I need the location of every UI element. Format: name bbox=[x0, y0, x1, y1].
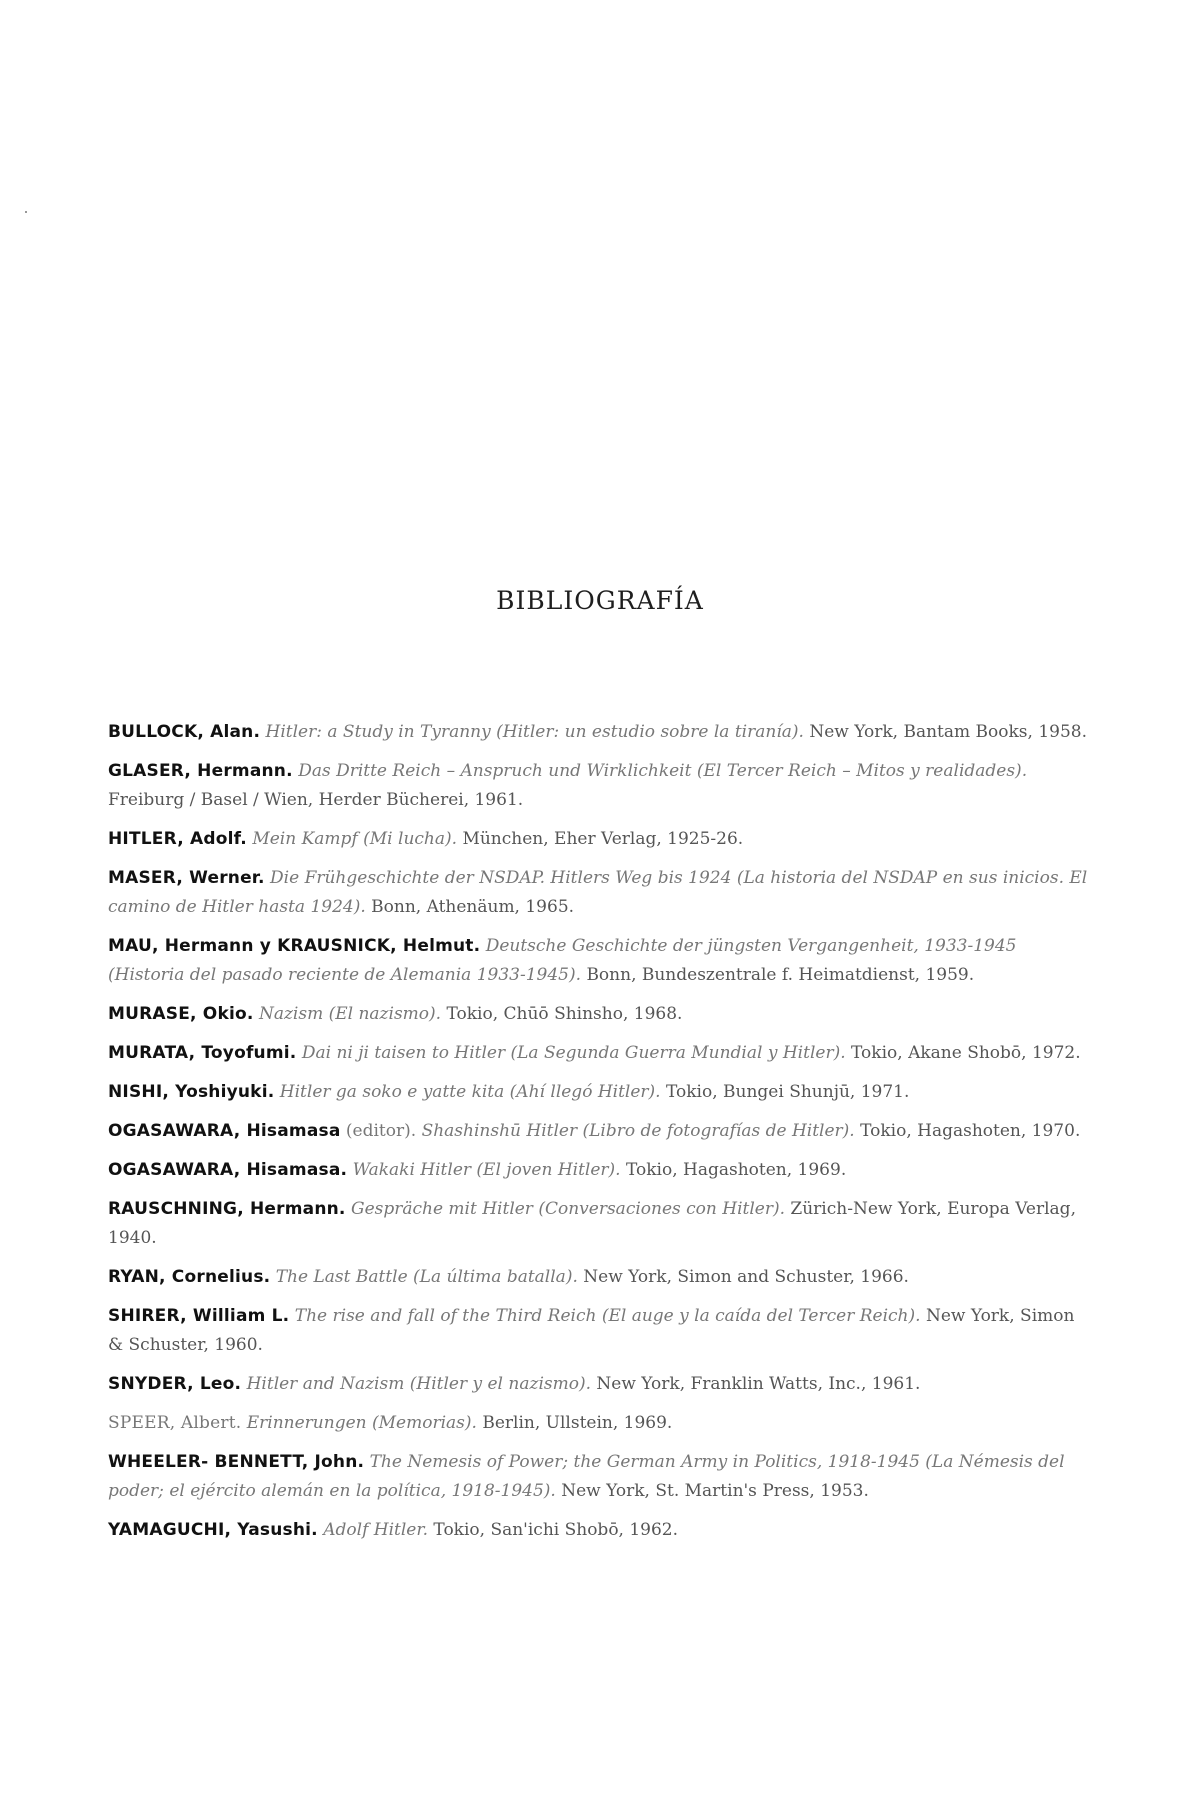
entry-work: Erinnerungen (Memorias). bbox=[246, 1413, 477, 1433]
entry-work: Deutsche Geschichte der jüngsten Vergangenheit, 1933-1945 (Historia del pasado reciente de Alemania 1933-1945). bbox=[108, 936, 1017, 985]
entry-work: Adolf Hitler. bbox=[323, 1520, 429, 1540]
entry-work: Dai ni ji taisen to Hitler (La Segunda Guerra Mundial y Hitler). bbox=[301, 1043, 846, 1063]
scan-speck bbox=[25, 211, 27, 213]
entry-publication: Tokio, Hagashoten, 1969. bbox=[625, 1160, 847, 1180]
entry-publication: New York, St. Martin's Press, 1953. bbox=[561, 1481, 869, 1501]
entry-work: Hitler and Nazism (Hitler y el nazismo). bbox=[246, 1374, 591, 1394]
bibliography-entry bbox=[108, 932, 1088, 990]
bibliography-entry bbox=[108, 1195, 1088, 1253]
bibliography-entry bbox=[108, 1000, 1088, 1029]
entry-author: MURATA, Toyofumi. bbox=[108, 1043, 297, 1063]
bibliography-entry bbox=[108, 1156, 1088, 1185]
entry-author: YAMAGUCHI, Yasushi. bbox=[108, 1520, 318, 1540]
entry-work: Mein Kampf (Mi lucha). bbox=[252, 829, 458, 849]
entry-author: OGASAWARA, Hisamasa bbox=[108, 1121, 341, 1141]
entry-publication: München, Eher Verlag, 1925-26. bbox=[462, 829, 744, 849]
entry-author: SPEER, Albert. bbox=[108, 1413, 242, 1433]
bibliography-entry bbox=[108, 718, 1088, 747]
entry-author: SNYDER, Leo. bbox=[108, 1374, 242, 1394]
entry-author: SHIRER, William L. bbox=[108, 1306, 290, 1326]
entry-publication: Tokio, Hagashoten, 1970. bbox=[860, 1121, 1081, 1141]
entry-work: Gespräche mit Hitler (Conversaciones con Hitler). bbox=[350, 1199, 786, 1219]
entry-work: Nazism (El nazismo). bbox=[258, 1004, 442, 1024]
entry-author: RAUSCHNING, Hermann. bbox=[108, 1199, 346, 1219]
entry-publication: Bonn, Athenäum, 1965. bbox=[371, 897, 575, 917]
bibliography-entry bbox=[108, 1448, 1088, 1506]
entry-author: MASER, Werner. bbox=[108, 868, 265, 888]
bibliography-entry bbox=[108, 825, 1088, 854]
page-title: BIBLIOGRAFÍA bbox=[496, 586, 704, 615]
entry-author: BULLOCK, Alan. bbox=[108, 722, 261, 742]
entry-work: Hitler ga soko e yatte kita (Ahí llegó Hitler). bbox=[279, 1082, 661, 1102]
entry-publication: Tokio, Bungei Shunjū, 1971. bbox=[666, 1082, 910, 1102]
entry-author: MAU, Hermann y KRAUSNICK, Helmut. bbox=[108, 936, 481, 956]
bibliography-entry bbox=[108, 1039, 1088, 1068]
entry-work: Shashinshū Hitler (Libro de fotografías de Hitler). bbox=[421, 1121, 855, 1141]
entry-author: HITLER, Adolf. bbox=[108, 829, 247, 849]
bibliography-entry bbox=[108, 1302, 1088, 1360]
entry-publication: Berlin, Ullstein, 1969. bbox=[482, 1413, 673, 1433]
entry-work: The Nemesis of Power; the German Army in Politics, 1918-1945 (La Némesis del poder; el ejército alemán en la política, 1918-1945). bbox=[108, 1452, 1065, 1501]
entry-publication: Tokio, San'ichi Shobō, 1962. bbox=[433, 1520, 679, 1540]
entry-author: NISHI, Yoshiyuki. bbox=[108, 1082, 275, 1102]
entry-work: The rise and fall of the Third Reich (El auge y la caída del Tercer Reich). bbox=[294, 1306, 921, 1326]
entry-publication: New York, Bantam Books, 1958. bbox=[809, 722, 1087, 742]
bibliography-entry bbox=[108, 1370, 1088, 1399]
entry-editor-note: (editor). bbox=[345, 1121, 417, 1141]
entry-author: WHEELER- BENNETT, John. bbox=[108, 1452, 365, 1472]
entry-publication: Tokio, Akane Shobō, 1972. bbox=[851, 1043, 1081, 1063]
bibliography-entry bbox=[108, 1263, 1088, 1292]
bibliography-entry bbox=[108, 757, 1088, 815]
entry-work: Das Dritte Reich – Anspruch und Wirklichkeit (El Tercer Reich – Mitos y realidades). bbox=[298, 761, 1028, 781]
bibliography-entry bbox=[108, 1078, 1088, 1107]
entry-author: MURASE, Okio. bbox=[108, 1004, 254, 1024]
bibliography-list bbox=[108, 718, 1088, 1555]
entry-publication: New York, Simon and Schuster, 1966. bbox=[583, 1267, 909, 1287]
bibliography-entry bbox=[108, 1516, 1088, 1545]
entry-work: The Last Battle (La última batalla). bbox=[275, 1267, 578, 1287]
entry-publication: Tokio, Chūō Shinsho, 1968. bbox=[446, 1004, 683, 1024]
entry-author: RYAN, Cornelius. bbox=[108, 1267, 271, 1287]
entry-author: GLASER, Hermann. bbox=[108, 761, 293, 781]
entry-publication: Zürich-New York, Europa Verlag, 1940. bbox=[108, 1199, 1076, 1248]
entry-publication: New York, Simon & Schuster, 1960. bbox=[108, 1306, 1075, 1355]
entry-publication: Bonn, Bundeszentrale f. Heimatdienst, 1959. bbox=[586, 965, 975, 985]
bibliography-entry bbox=[108, 1409, 1088, 1438]
entry-publication: New York, Franklin Watts, Inc., 1961. bbox=[596, 1374, 921, 1394]
entry-publication: Freiburg / Basel / Wien, Herder Bücherei, 1961. bbox=[108, 790, 524, 810]
entry-author: OGASAWARA, Hisamasa. bbox=[108, 1160, 348, 1180]
bibliography-entry bbox=[108, 864, 1088, 922]
entry-work: Wakaki Hitler (El joven Hitler). bbox=[352, 1160, 621, 1180]
entry-work: Die Frühgeschichte der NSDAP. Hitlers Weg bis 1924 (La historia del NSDAP en sus inicios. El camino de Hitler hasta 1924). bbox=[108, 868, 1088, 917]
entry-work: Hitler: a Study in Tyranny (Hitler: un estudio sobre la tiranía). bbox=[265, 722, 804, 742]
bibliography-entry bbox=[108, 1117, 1088, 1146]
